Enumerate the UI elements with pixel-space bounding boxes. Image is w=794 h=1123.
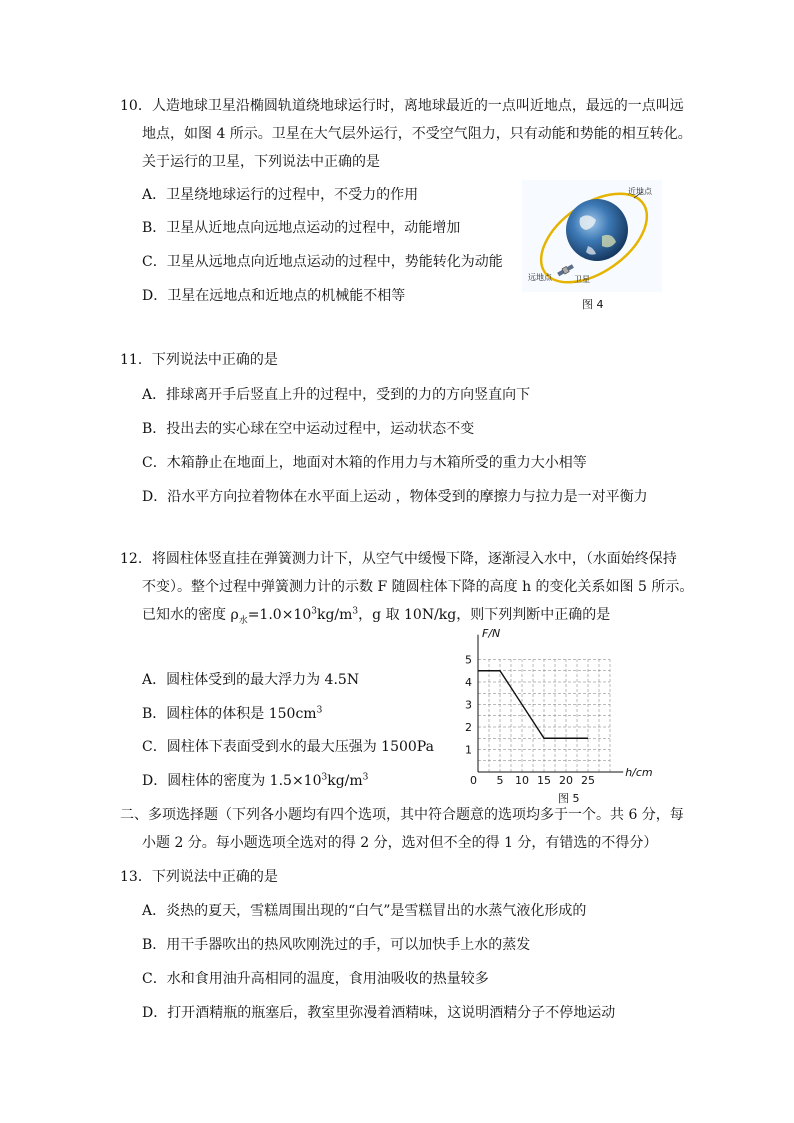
x-tick-label: 10 (515, 774, 529, 787)
q12-stem-line3: 已知水的密度 $\rho_水=1.0\times 10^3kg/m^3$，g 取 10N/kg，则下列判断中正确的是 (142, 606, 611, 626)
q10-option-a: A．卫星绕地球运行的过程中，不受力的作用 (142, 187, 419, 203)
q12-stem-line2: 不变）。整个过程中弹簧测力计的示数 F 随圆柱体下降的高度 h 的变化关系如图 5 所示。 (142, 579, 694, 595)
q10-option-d: D．卫星在远地点和近地点的机械能不相等 (142, 288, 406, 304)
q10-option-c: C．卫星从远地点向近地点运动的过程中，势能转化为动能 (142, 254, 503, 270)
label-apogee: 远地点 (528, 273, 552, 282)
q10-stem-line3: 关于运行的卫星，下列说法中正确的是 (142, 154, 380, 170)
label-satellite: 卫星 (574, 275, 590, 284)
q11-stem: 11．下列说法中正确的是 (120, 352, 278, 368)
x-tick-label: 5 (496, 774, 504, 787)
q13-option-a: A．炎热的夏天，雪糕周围出现的“白气”是雪糕冒出的水蒸气液化形成的 (142, 903, 587, 919)
figure-5-chart (456, 628, 676, 788)
x-tick-label: 20 (559, 774, 573, 787)
y-tick-label: 1 (465, 743, 472, 757)
q12-option-d: D．圆柱体的密度为 $1.5\times 10^3kg/m^3$ (142, 772, 369, 789)
q12-option-c: C．圆柱体下表面受到水的最大压强为 1500Pa (142, 739, 434, 755)
q11-option-b: B．投出去的实心球在空中运动过程中，运动状态不变 (142, 421, 475, 437)
q10-option-b: B．卫星从近地点向远地点运动的过程中，动能增加 (142, 220, 461, 236)
q12-option-b: B．圆柱体的体积是 $150cm^3$ (142, 705, 323, 722)
section-2-heading-line2: 小题 2 分。每小题选项全选对的得 2 分，选对但不全的得 1 分，有错选的不得分） (142, 835, 658, 851)
q13-stem: 13．下列说法中正确的是 (120, 869, 278, 885)
q11-option-d: D．沿水平方向拉着物体在水平面上运动 ，物体受到的摩擦力与拉力是一对平衡力 (142, 489, 648, 505)
q13-option-b: B．用干手器吹出的热风吹刚洗过的手，可以加快手上水的蒸发 (142, 937, 531, 953)
satellite-icon (557, 263, 575, 277)
x-axis-label: h/cm (625, 766, 653, 779)
q10-stem-line1: 10．人造地球卫星沿椭圆轨道绕地球运行时，离地球最近的一点叫近地点，最远的一点叫远 (120, 98, 684, 114)
y-tick-label: 5 (465, 653, 472, 667)
x-tick-label: 0 (470, 774, 477, 787)
earth-globe (566, 199, 628, 261)
section-2-heading-line1: 二、多项选择题（下列各小题均有四个选项，其中符合题意的选项均多于一个。共 6 分，每 (120, 807, 684, 823)
label-perigee: 近地点 (628, 187, 652, 196)
q13-option-d: D．打开酒精瓶的瓶塞后，教室里弥漫着酒精味，这说明酒精分子不停地运动 (142, 1005, 616, 1021)
x-tick-label: 25 (581, 774, 595, 787)
x-tick-label: 15 (537, 774, 551, 787)
figure-4-caption: 图 4 (582, 298, 604, 311)
q13-option-c: C．水和食用油升高相同的温度，食用油吸收的热量较多 (142, 971, 489, 987)
figure-4-satellite-orbit (522, 180, 662, 292)
q10-stem-line2: 地点，如图 4 所示。卫星在大气层外运行，不受空气阻力，只有动能和势能的相互转化。 (142, 126, 692, 142)
q11-option-c: C．木箱静止在地面上，地面对木箱的作用力与木箱所受的重力大小相等 (142, 455, 587, 471)
q12-option-a: A．圆柱体受到的最大浮力为 4.5N (142, 672, 360, 688)
y-axis-label: F/N (482, 628, 501, 640)
q12-stem-line1: 12．将圆柱体竖直挂在弹簧测力计下，从空气中缓慢下降，逐渐浸入水中，（水面始终保持 (120, 551, 677, 567)
y-tick-label: 4 (465, 676, 472, 689)
y-tick-label: 3 (465, 698, 472, 712)
y-tick-label: 2 (465, 721, 472, 734)
figure-5-caption: 图 5 (558, 792, 580, 805)
q11-option-a: A．排球离开手后竖直上升的过程中，受到的力的方向竖直向下 (142, 387, 531, 403)
